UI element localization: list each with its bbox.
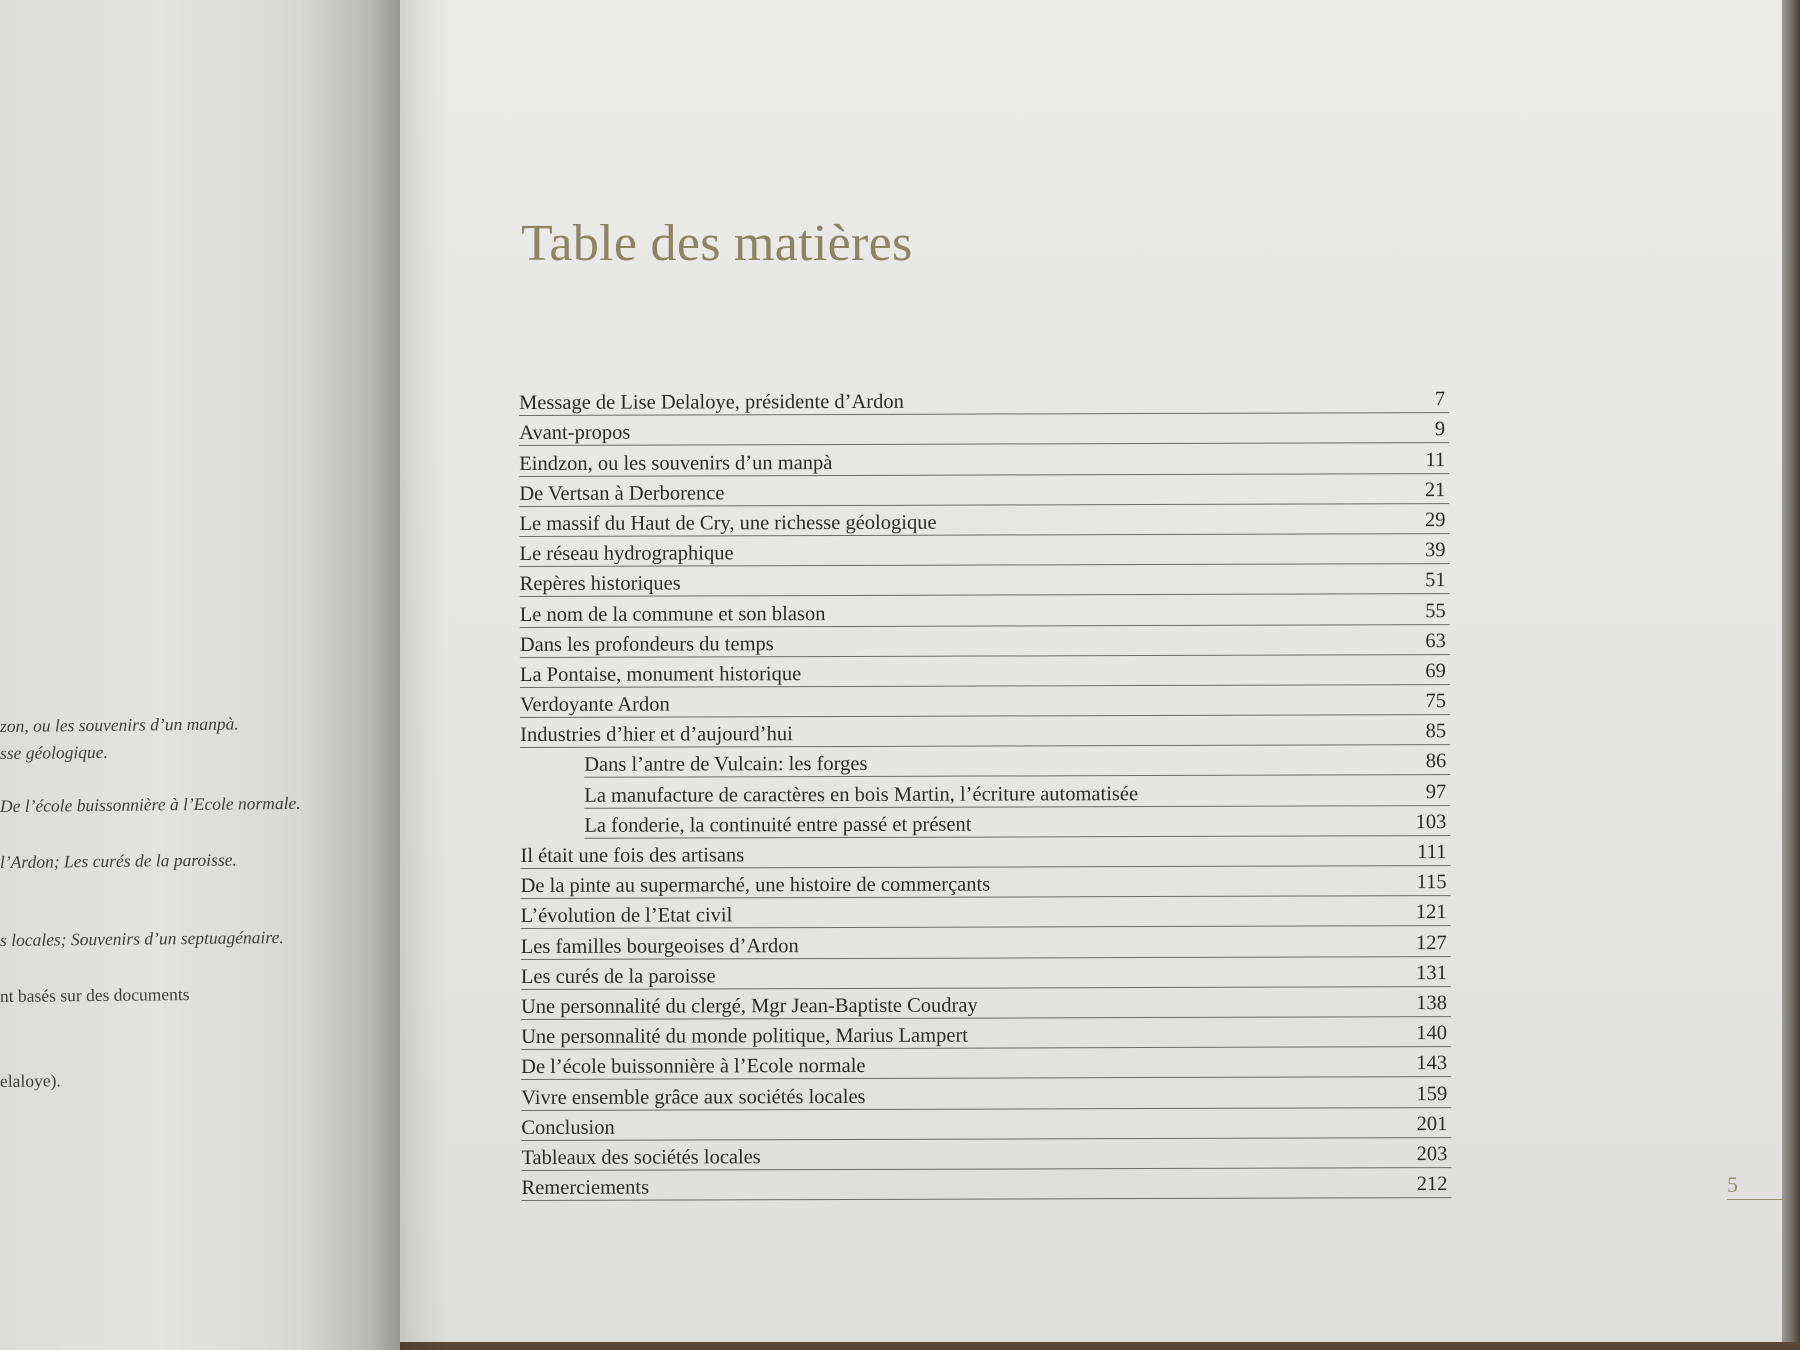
toc-entry-title: Les curés de la paroisse	[520, 965, 716, 988]
toc-entry	[520, 564, 1450, 597]
toc-entry-title: De la pinte au supermarché, une histoire de commerçants	[520, 873, 991, 898]
toc-entry-page: 201	[1416, 1112, 1448, 1135]
toc-entry	[521, 957, 1451, 990]
toc-entry-page: 7	[1434, 388, 1446, 411]
toc-entry-title: Une personnalité du clergé, Mgr Jean-Baptiste Coudray	[520, 994, 978, 1018]
toc-entry	[519, 474, 1449, 507]
left-page-line: sse géologique.	[0, 741, 108, 763]
toc-entry-page: 212	[1416, 1173, 1448, 1196]
page-title: Table des matières	[521, 215, 913, 272]
toc-entry-title: Le massif du Haut de Cry, une richesse géologique	[519, 511, 937, 535]
toc-entry-page: 138	[1416, 992, 1447, 1015]
toc-entry-title: Le réseau hydrographique	[519, 542, 734, 566]
toc-entry-page: 21	[1424, 478, 1446, 501]
table-surface	[400, 1342, 1800, 1350]
toc-entry-title: Message de Lise Delaloye, présidente d’Ardon	[519, 390, 904, 415]
page-number: 5	[1727, 1172, 1738, 1197]
toc-entry	[521, 866, 1451, 899]
toc-entry-page: 51	[1425, 569, 1446, 592]
toc-entry-title: Avant-propos	[519, 422, 631, 445]
toc-entry-title: Eindzon, ou les souvenirs d’un manpà	[519, 451, 833, 475]
toc-entry-page: 143	[1416, 1052, 1448, 1075]
left-page-line: nt basés sur des documents	[0, 984, 190, 1006]
toc-entry-title: Dans les profondeurs du temps	[519, 632, 774, 656]
toc-entry	[521, 1138, 1451, 1171]
table-of-contents	[519, 383, 1452, 1201]
toc-entry	[521, 1168, 1451, 1201]
toc-entry-title: Les familles bourgeoises d’Ardon	[520, 934, 799, 958]
toc-entry-title: La fonderie, la continuité entre passé et présent	[584, 813, 972, 837]
toc-entry-title: Verdoyante Ardon	[519, 693, 670, 717]
toc-entry	[584, 806, 1450, 839]
left-page	[0, 0, 400, 1350]
toc-entry	[521, 1047, 1451, 1080]
toc-entry-page: 203	[1416, 1142, 1448, 1166]
toc-entry	[521, 1108, 1451, 1141]
toc-entry-title: L’évolution de l’Etat civil	[520, 904, 733, 928]
toc-entry	[521, 896, 1451, 929]
toc-entry	[519, 383, 1449, 416]
toc-entry-page: 11	[1425, 448, 1446, 471]
toc-entry-title: La Pontaise, monument historique	[519, 662, 802, 686]
toc-entry-title: De Vertsan à Derborence	[519, 482, 725, 505]
toc-entry-page: 9	[1434, 418, 1446, 441]
toc-entry	[521, 926, 1451, 959]
toc-entry	[520, 836, 1450, 869]
toc-entry-page: 69	[1425, 659, 1446, 683]
toc-entry-title: Remerciements	[521, 1176, 650, 1200]
toc-entry-page: 63	[1425, 629, 1446, 652]
left-page-line: zon, ou les souvenirs d’un manpà.	[0, 713, 239, 736]
toc-entry	[521, 987, 1451, 1020]
toc-entry-page: 55	[1425, 599, 1446, 622]
toc-entry-title: Dans l’antre de Vulcain: les forges	[584, 753, 868, 777]
toc-entry-title: Industries d’hier et d’aujourd’hui	[520, 723, 793, 747]
toc-entry-page: 75	[1425, 690, 1447, 713]
toc-entry-title: Vivre ensemble grâce aux sociétés locales	[521, 1085, 866, 1109]
toc-entry-title: Le nom de la commune et son blason	[519, 602, 826, 626]
toc-entry-title: De l’école buissonnière à l’Ecole normale	[521, 1055, 866, 1079]
toc-entry-page: 97	[1425, 780, 1447, 803]
toc-entry-page: 140	[1416, 1022, 1448, 1045]
left-page-line: elaloye).	[0, 1070, 61, 1091]
toc-entry	[520, 594, 1450, 627]
toc-entry	[584, 745, 1450, 778]
toc-entry-page: 159	[1416, 1082, 1448, 1105]
toc-entry	[519, 413, 1449, 446]
toc-entry-title: Conclusion	[521, 1116, 615, 1139]
toc-entry-title: La manufacture de caractères en bois Martin, l’écriture automatisée	[584, 782, 1139, 807]
toc-entry	[519, 534, 1449, 567]
toc-entry	[520, 685, 1450, 718]
toc-list	[519, 383, 1452, 1201]
toc-entry-page: 39	[1424, 539, 1446, 562]
toc-entry-page: 86	[1425, 750, 1447, 773]
page-number-rule	[1727, 1199, 1787, 1200]
toc-entry	[519, 443, 1449, 476]
toc-entry	[520, 715, 1450, 748]
left-page-line: De l’école buissonnière à l’Ecole normale.	[0, 792, 301, 816]
toc-entry-page: 115	[1416, 871, 1447, 894]
toc-entry-page: 111	[1417, 841, 1447, 864]
toc-entry	[520, 655, 1450, 688]
toc-entry-title: Il était une fois des artisans	[520, 844, 745, 867]
toc-entry	[584, 776, 1450, 809]
page-edge	[1782, 0, 1800, 1350]
toc-entry-title: Une personnalité du monde politique, Marius Lampert	[521, 1024, 968, 1049]
book-gutter-shadow	[370, 0, 450, 1350]
toc-entry-page: 85	[1425, 720, 1447, 743]
toc-entry-title: Tableaux des sociétés locales	[521, 1146, 761, 1169]
left-page-line: l’Ardon; Les curés de la paroisse.	[0, 849, 237, 872]
toc-entry-page: 121	[1415, 901, 1447, 924]
toc-entry	[520, 625, 1450, 658]
toc-entry	[521, 1077, 1451, 1110]
toc-entry-page: 127	[1415, 931, 1447, 954]
toc-entry	[519, 504, 1449, 537]
left-page-line: s locales; Souvenirs d’un septuagénaire.	[0, 927, 284, 950]
toc-entry-page: 131	[1416, 961, 1447, 984]
toc-entry	[521, 1017, 1451, 1050]
toc-entry-page: 29	[1424, 509, 1446, 532]
toc-entry-page: 103	[1415, 810, 1447, 833]
toc-entry-title: Repères historiques	[519, 572, 681, 596]
